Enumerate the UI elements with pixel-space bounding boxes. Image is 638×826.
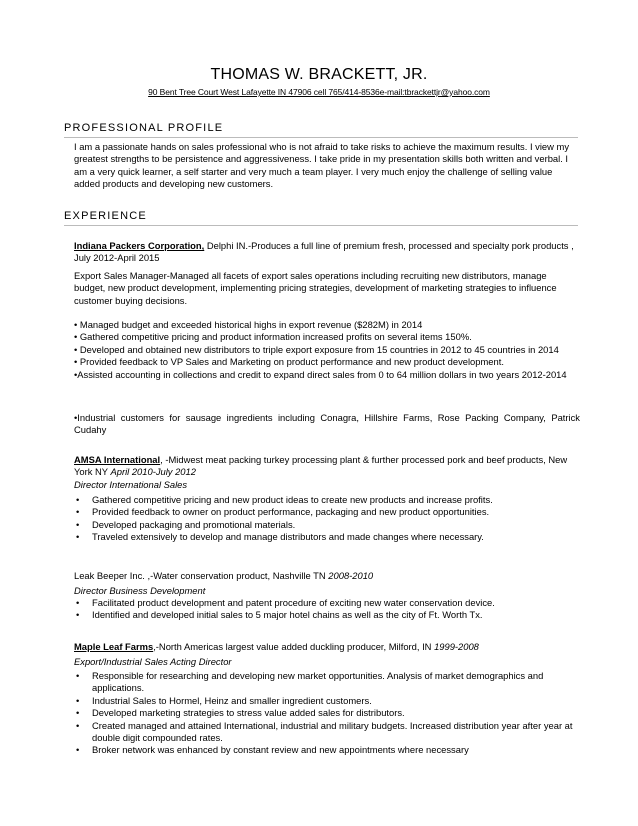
company-description: ,-North Americas largest value added duckling producer, Milford, IN bbox=[153, 641, 435, 652]
maple-bullets bbox=[74, 670, 580, 757]
achievement-item: • Developed and obtained new distributors to triple export exposure from 15 countries in 2012 to 45 countries in 2014 bbox=[74, 343, 559, 355]
maple-job-title: Export/Industrial Sales Acting Director bbox=[74, 656, 232, 667]
indiana-achievements bbox=[74, 319, 580, 381]
employment-dates: 2008-2010 bbox=[328, 570, 374, 581]
list-item: • Industrial Sales to Hormel, Heinz and smaller ingredient customers. bbox=[74, 695, 580, 707]
employment-dates: April 2010-July 2012 bbox=[110, 466, 196, 478]
achievement-item: • Managed budget and exceeded historical highs in export revenue ($282M) in 2014 bbox=[74, 319, 423, 330]
list-item: • Responsible for researching and developing new market opportunities. Analysis of market demographics and applications. bbox=[74, 670, 580, 695]
list-item: • Broker network was enhanced by constant review and new appointments where necessary bbox=[74, 744, 580, 756]
list-item: • Traveled extensively to develop and manage distributors and made changes where necessary. bbox=[74, 531, 580, 543]
indiana-customers: •Industrial customers for sausage ingredients including Conagra, Hillshire Farms, Rose Packing Company, Patrick Cudahy bbox=[74, 412, 580, 436]
amsa-entry bbox=[74, 454, 580, 479]
leak-beeper-entry bbox=[74, 570, 580, 582]
company-description: Delphi IN.-Produces a full line of premium fresh, processed and specialty pork products , July 2012-April 2015 bbox=[74, 240, 574, 264]
achievement-item: • Gathered competitive pricing and product information increased profits on several items 150%. bbox=[74, 331, 472, 343]
amsa-bullets bbox=[74, 494, 580, 544]
indiana-role-description: Export Sales Manager-Managed all facets of export sales operations including recruiting new distributors, manage budget, new product development, implementing pricing strategies, development of marketing strategies to influence customer buying decisions. bbox=[74, 270, 557, 306]
list-item: • Created managed and attained International, industrial and military budgets. Increased distribution year after year at double digit compounded rates. bbox=[74, 720, 580, 745]
list-item: • Provided feedback to owner on product performance, packaging and new product opportunities. bbox=[74, 506, 580, 518]
list-item: • Gathered competitive pricing and new product ideas to create new products and increase profits. bbox=[74, 494, 580, 506]
profile-heading: PROFESSIONAL PROFILE bbox=[64, 122, 224, 134]
experience-divider bbox=[64, 225, 578, 226]
company-name: AMSA International bbox=[74, 454, 161, 465]
achievement-item: • Provided feedback to VP Sales and Marketing on product performance and new product development. bbox=[74, 356, 504, 368]
company-name: Indiana Packers Corporation, bbox=[74, 240, 205, 251]
maple-leaf-entry bbox=[74, 641, 580, 653]
leak-bullets bbox=[74, 597, 580, 622]
achievement-item: •Assisted accounting in collections and credit to expand direct sales from 0 to 64 million dollars in two years 2012-2014 bbox=[74, 368, 567, 380]
experience-heading: EXPERIENCE bbox=[64, 210, 147, 222]
candidate-name: THOMAS W. BRACKETT, JR. bbox=[210, 66, 428, 83]
list-item: • Identified and developed initial sales to 5 major hotel chains as well as the city of Ft. Worth Tx. bbox=[74, 609, 580, 621]
employment-dates: 1999-2008 bbox=[434, 641, 479, 652]
indiana-packers-entry bbox=[74, 240, 580, 265]
company-description: , -Midwest meat packing turkey processing plant & further processed pork and beef products, New York NY bbox=[74, 454, 568, 478]
profile-divider bbox=[64, 137, 578, 138]
list-item: • Facilitated product development and patent procedure of exciting new water conservation device. bbox=[74, 597, 580, 609]
list-item: • Developed packaging and promotional materials. bbox=[74, 519, 580, 531]
company-description: Leak Beeper Inc. ,-Water conservation product, Nashville TN bbox=[74, 570, 329, 581]
contact-line: 90 Bent Tree Court West Lafayette IN 47906 cell 765/414-8536e-mail:tbrackettjr@yahoo.com bbox=[148, 87, 490, 97]
profile-text: I am a passionate hands on sales professional who is not afraid to take risks to achieve the maximum results. I view my greatest strengths to be persistence and aggressiveness. I take pride in my presentation skills both written and verbal. I am a very quick learner, a self starter and very much a team player. I very much enjoy the challenge of selling value added products and developing new customers. bbox=[74, 141, 570, 190]
leak-job-title: Director Business Development bbox=[74, 585, 206, 596]
company-name: Maple Leaf Farms bbox=[74, 641, 154, 652]
list-item: • Developed marketing strategies to stress value added sales for distributors. bbox=[74, 707, 580, 719]
amsa-job-title: Director International Sales bbox=[74, 479, 188, 490]
